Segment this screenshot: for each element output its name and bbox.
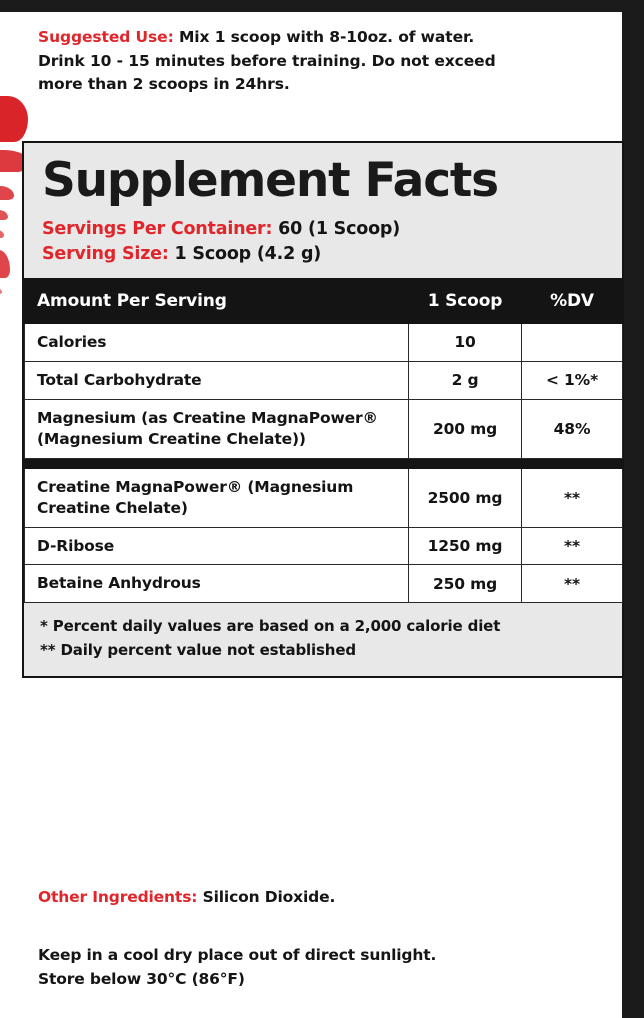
nutrient-dv <box>522 324 623 362</box>
divider-cell <box>25 458 623 468</box>
other-ingredients-block <box>38 888 335 906</box>
nutrient-name: D-Ribose <box>25 527 409 565</box>
nutrition-table-head <box>25 279 623 324</box>
table-header-row <box>25 279 623 324</box>
panel-title: Supplement Facts <box>42 153 498 208</box>
nutrient-dv: ** <box>522 565 623 603</box>
nutrient-name: Betaine Anhydrous <box>25 565 409 603</box>
table-row <box>25 565 623 603</box>
footnote-not-established: ** Daily percent value not established <box>40 640 356 659</box>
suggested-use-block <box>38 26 508 97</box>
suggested-use-text: Mix 1 scoop with 8-10oz. of water. Drink 10 - 15 minutes before training. Do not exceed more than 2 scoops in 24hrs. <box>38 28 496 94</box>
nutrient-dv: < 1%* <box>522 361 623 399</box>
table-row <box>25 361 623 399</box>
suggested-use-label: Suggested Use: <box>38 28 174 46</box>
column-header-amount-per-serving: Amount Per Serving <box>25 279 409 324</box>
table-section-divider <box>25 458 623 468</box>
nutrient-amount: 2500 mg <box>409 468 522 527</box>
servings-per-container <box>42 217 604 243</box>
column-header-dv: %DV <box>522 279 623 324</box>
nutrition-table <box>24 278 623 603</box>
nutrient-name: Magnesium (as Creatine MagnaPower® (Magnesium Creatine Chelate)) <box>25 399 409 458</box>
supplement-facts-header <box>24 143 622 278</box>
other-ingredients-label: Other Ingredients: <box>38 888 198 906</box>
nutrition-table-body <box>25 324 623 603</box>
other-ingredients-text: Silicon Dioxide. <box>197 888 336 906</box>
nutrient-dv: ** <box>522 468 623 527</box>
nutrient-amount: 10 <box>409 324 522 362</box>
nutrient-name: Total Carbohydrate <box>25 361 409 399</box>
footnotes <box>24 603 622 676</box>
serving-size-label: Serving Size: <box>42 244 169 265</box>
supplement-facts-panel <box>22 141 624 678</box>
storage-line-1: Keep in a cool dry place out of direct sunlight. <box>38 946 437 964</box>
serving-size-value: 1 Scoop (4.2 g) <box>168 244 322 265</box>
serving-size <box>42 242 604 268</box>
servings-per-container-value: 60 (1 Scoop) <box>272 218 401 239</box>
storage-instructions <box>38 943 558 991</box>
nutrient-amount: 1250 mg <box>409 527 522 565</box>
footnote-percent-daily-values: * Percent daily values are based on a 2,000 calorie diet <box>40 617 501 636</box>
page-right-edge <box>622 0 644 1018</box>
table-row <box>25 324 623 362</box>
nutrient-amount: 200 mg <box>409 399 522 458</box>
nutrient-amount: 250 mg <box>409 565 522 603</box>
nutrient-dv: 48% <box>522 399 623 458</box>
table-row <box>25 468 623 527</box>
servings-per-container-label: Servings Per Container: <box>42 218 273 239</box>
nutrient-name: Creatine MagnaPower® (Magnesium Creatine Chelate) <box>25 468 409 527</box>
table-row <box>25 399 623 458</box>
storage-line-2: Store below 30°C (86°F) <box>38 970 245 989</box>
nutrient-name: Calories <box>25 324 409 362</box>
nutrient-dv: ** <box>522 527 623 565</box>
table-row <box>25 527 623 565</box>
column-header-scoop: 1 Scoop <box>409 279 522 324</box>
nutrient-amount: 2 g <box>409 361 522 399</box>
